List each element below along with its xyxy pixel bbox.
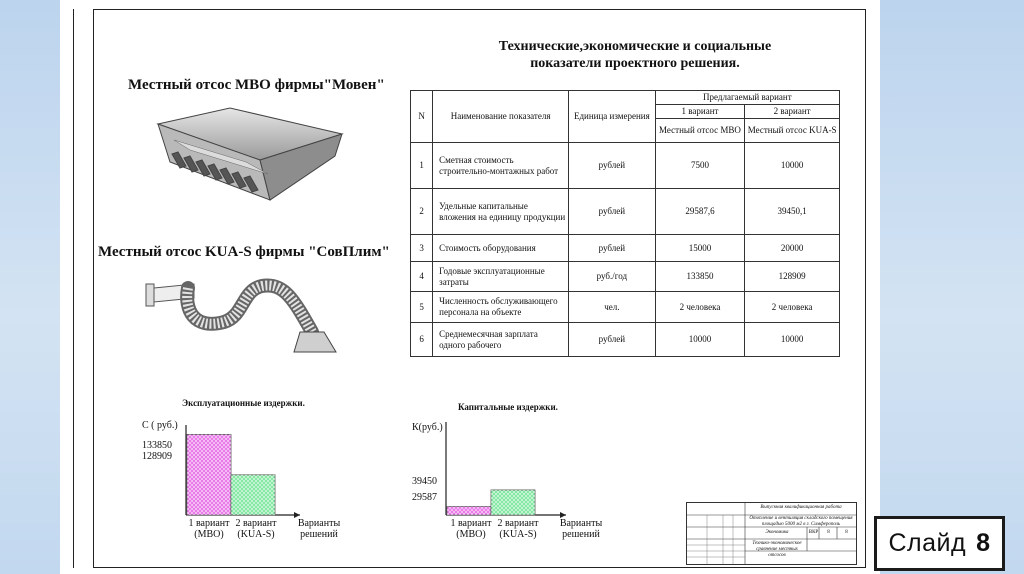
chart2-value-label-2: 39450: [412, 476, 437, 487]
table-row: [411, 235, 840, 262]
col-v1-header: 1 вариант: [655, 105, 745, 119]
row-v2: 128909: [745, 262, 840, 292]
chart1-cat-2-line1: 2 вариант: [235, 518, 277, 529]
chart1-plot: [150, 415, 330, 525]
row-v2: 2 человека: [745, 292, 840, 323]
hood1-label: Местный отсос МВО фирмы"Мовен": [128, 77, 385, 93]
row-v1: 10000: [655, 323, 745, 357]
row-unit: чел.: [569, 292, 656, 323]
table-row: [411, 143, 840, 189]
chart1-bar-2-hatch: [231, 475, 275, 515]
drawing-title: [470, 38, 800, 72]
row-n: 2: [411, 189, 433, 235]
chart2-cat-1: [446, 518, 496, 540]
chart1-value-label-1: 133850: [142, 440, 172, 451]
chart1-ylabel: С ( руб.): [142, 420, 178, 431]
chart2-title: Капитальные издержки.: [458, 402, 558, 412]
chart1-cat-1-line2: (МВО): [194, 529, 224, 540]
row-n: 3: [411, 235, 433, 262]
row-unit: рублей: [569, 323, 656, 357]
hood-kuas-drawing: [144, 270, 344, 362]
row-unit: рублей: [569, 143, 656, 189]
slide-label: Слайд: [888, 529, 967, 557]
stamp-line1: Выпускная квалификационная работа: [760, 505, 842, 510]
chart2-cat-2-line1: 2 вариант: [497, 518, 539, 529]
row-v1: 7500: [655, 143, 745, 189]
stamp-sheets: 8: [845, 530, 848, 535]
chart2-bar-1-hatch: [447, 506, 491, 515]
chart2-cat-2: [492, 518, 544, 540]
stamp-stage: ВКР: [808, 530, 819, 535]
indicators-table: [410, 90, 840, 357]
chart2-xlabel: [556, 518, 606, 540]
chart2-xlabel-line2: решений: [562, 529, 600, 540]
chart2-cat-1-line1: 1 вариант: [450, 518, 492, 529]
chart1-cat-2: [230, 518, 282, 540]
chart1-cat-1: [184, 518, 234, 540]
row-v2: 39450,1: [745, 189, 840, 235]
row-name: Стоимость оборудования: [433, 235, 569, 262]
chart1-cat-2-line2: (KUA-S): [237, 529, 275, 540]
table-row: [411, 189, 840, 235]
row-n: 4: [411, 262, 433, 292]
chart2-ylabel: К(руб.): [412, 422, 443, 433]
chart1-xlabel-line2: решений: [300, 529, 338, 540]
drawing-title-line1: Технические,экономические и социальные: [498, 39, 772, 54]
row-v1: 2 человека: [655, 292, 745, 323]
row-n: 5: [411, 292, 433, 323]
row-v1: 133850: [655, 262, 745, 292]
chart1-xlabel: [294, 518, 344, 540]
chart2-xlabel-line1: Варианты: [559, 518, 603, 529]
stamp-sheet-no: 8: [827, 530, 830, 535]
chart2-value-label-1: 29587: [412, 492, 437, 503]
row-unit: рублей: [569, 189, 656, 235]
row-name: Удельные капитальные вложения на единицу продукции: [433, 189, 569, 235]
col-n-header: N: [411, 91, 433, 143]
chart1-value-label-2: 128909: [142, 451, 172, 462]
chart1-xlabel-line1: Варианты: [297, 518, 341, 529]
row-v2: 10000: [745, 143, 840, 189]
row-unit: рублей: [569, 235, 656, 262]
chart1-title: Эксплуатационные издержки.: [182, 398, 305, 408]
table-row: [411, 262, 840, 292]
chart2-bar-2-hatch: [491, 490, 535, 515]
stamp-sheet-title: Технико-экономическое сравнение местных отсосов: [752, 541, 802, 558]
drawing-title-line2: показатели проектного решения.: [530, 56, 740, 71]
hood2-label: Местный отсос KUA-S фирмы "СовПлим": [98, 244, 390, 260]
row-v2: 20000: [745, 235, 840, 262]
chart2-plot: [420, 418, 600, 528]
slide-number-badge: [874, 516, 1005, 571]
col-v2-header: 2 вариант: [745, 105, 840, 119]
col-proposed-header: Предлагаемый вариант: [655, 91, 839, 105]
row-unit: руб./год: [569, 262, 656, 292]
chart2-cat-2-line2: (KUA-S): [499, 529, 537, 540]
row-n: 1: [411, 143, 433, 189]
table-row: [411, 323, 840, 357]
row-v1: 29587,6: [655, 189, 745, 235]
binding-margin-line: [73, 9, 74, 568]
stamp-line2: Отопление и вентиляция складского помещения площадью 5000 м2 в г. Симферополь: [749, 516, 853, 527]
stamp-section: Экономика: [765, 530, 789, 535]
chart2-cat-1-line2: (МВО): [456, 529, 486, 540]
chart1-bar-1-hatch: [187, 434, 231, 515]
chart1-cat-1-line1: 1 вариант: [188, 518, 230, 529]
row-name: Сметная стоимость строительно-монтажных работ: [433, 143, 569, 189]
row-name: Численность обслуживающего персонала на объекте: [433, 292, 569, 323]
hood-mvo-drawing: [150, 102, 350, 212]
row-name: Годовые эксплуатационные затраты: [433, 262, 569, 292]
col-name-header: Наименование показателя: [433, 91, 569, 143]
table-row: [411, 292, 840, 323]
row-n: 6: [411, 323, 433, 357]
title-block: [686, 502, 857, 565]
row-v2: 10000: [745, 323, 840, 357]
slide-number: 8: [976, 529, 991, 557]
col-v1-name: Местный отсос МВО: [655, 119, 745, 143]
row-v1: 15000: [655, 235, 745, 262]
col-unit-header: Единица измерения: [569, 91, 656, 143]
col-v2-name: Местный отсос KUA-S: [745, 119, 840, 143]
row-name: Среднемесячная зарплата одного рабочего: [433, 323, 569, 357]
